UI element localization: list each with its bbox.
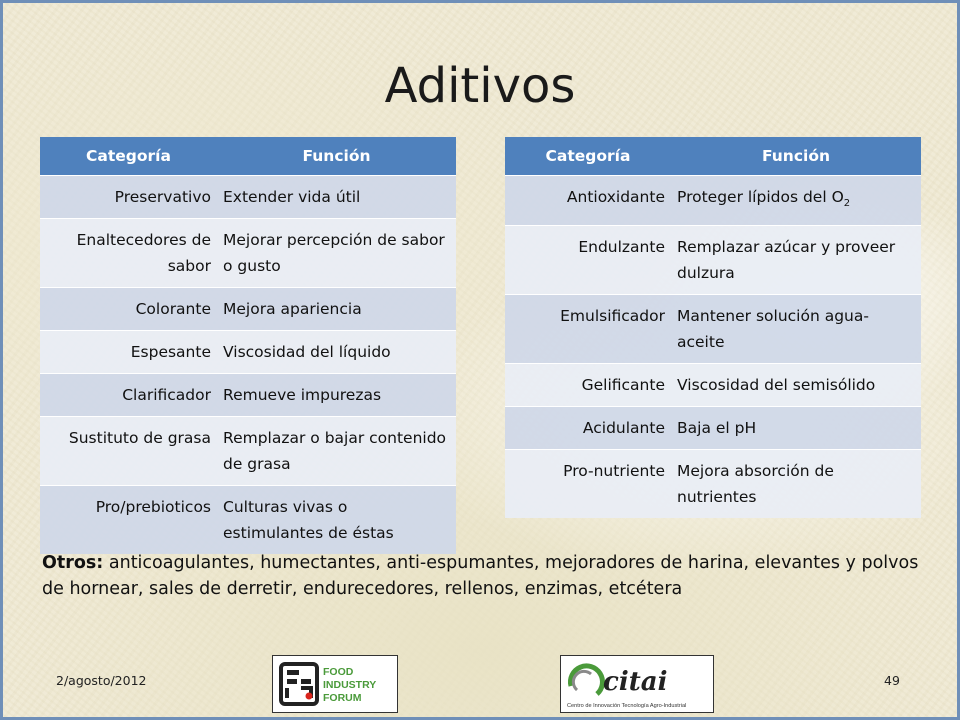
function-cell: Viscosidad del líquido [217,331,456,374]
citai-emblem-icon [561,656,713,712]
table-row [40,288,456,331]
function-cell: Culturas vivas o estimulantes de éstas [217,486,456,555]
function-cell: Mejorar percepción de sabor o gusto [217,219,456,288]
category-cell: Sustituto de grasa [40,417,217,486]
table-row [505,450,921,519]
function-cell: Mejora apariencia [217,288,456,331]
table-header-row [505,137,921,176]
function-cell: Remplazar azúcar y proveer dulzura [671,226,921,295]
category-cell: Endulzante [505,226,671,295]
logo-line-forum: FORUM [323,692,362,704]
subscript-2: 2 [843,198,851,210]
category-cell: Antioxidante [505,176,671,226]
function-cell: Extender vida útil [217,176,456,219]
food-industry-forum-emblem-icon [273,656,397,712]
table-row [505,226,921,295]
header-function: Función [217,137,456,176]
table-row [505,176,921,226]
citai-caption: Centro de Innovación Tecnología Agro-Industrial [567,703,687,709]
page-number: 49 [884,673,900,688]
function-cell: Mejora absorción de nutrientes [671,450,921,519]
function-cell: Viscosidad del semisólido [671,364,921,407]
category-cell: Emulsificador [505,295,671,364]
function-cell: Remueve impurezas [217,374,456,417]
category-cell: Preservativo [40,176,217,219]
category-cell: Enaltecedores de sabor [40,219,217,288]
food-industry-forum-logo [272,655,398,713]
header-category: Categoría [505,137,671,176]
header-category: Categoría [40,137,217,176]
other-additives-note [42,550,922,602]
function-cell: Baja el pH [671,407,921,450]
slide-title: Aditivos [384,58,576,114]
category-cell: Pro-nutriente [505,450,671,519]
table-header-row [40,137,456,176]
other-label: Otros: [42,553,104,573]
footer-date: 2/agosto/2012 [56,673,147,688]
category-cell: Clarificador [40,374,217,417]
function-cell: Mantener solución agua-aceite [671,295,921,364]
table-row [40,331,456,374]
additives-table-right [505,137,921,518]
other-text: anticoagulantes, humectantes, anti-espumantes, mejoradores de harina, elevantes y polvos de hornear, sales de derretir, endurecedores, rellenos, enzimas, etcétera [42,553,919,599]
citai-wordmark: citai [603,667,668,697]
table-row [40,176,456,219]
citai-logo [560,655,714,713]
table-row [505,407,921,450]
function-cell [671,176,921,226]
category-cell: Gelificante [505,364,671,407]
function-text: Proteger lípidos del O [677,188,844,206]
category-cell: Acidulante [505,407,671,450]
logo-line-industry: INDUSTRY [323,679,377,691]
table-row [40,486,456,555]
category-cell: Espesante [40,331,217,374]
category-cell: Colorante [40,288,217,331]
table-row [40,219,456,288]
logo-line-food: FOOD [323,666,354,678]
header-function: Función [671,137,921,176]
category-cell: Pro/prebioticos [40,486,217,555]
function-cell: Remplazar o bajar contenido de grasa [217,417,456,486]
table-row [40,417,456,486]
table-row [40,374,456,417]
additives-table-left [40,137,456,554]
table-row [505,295,921,364]
table-row [505,364,921,407]
